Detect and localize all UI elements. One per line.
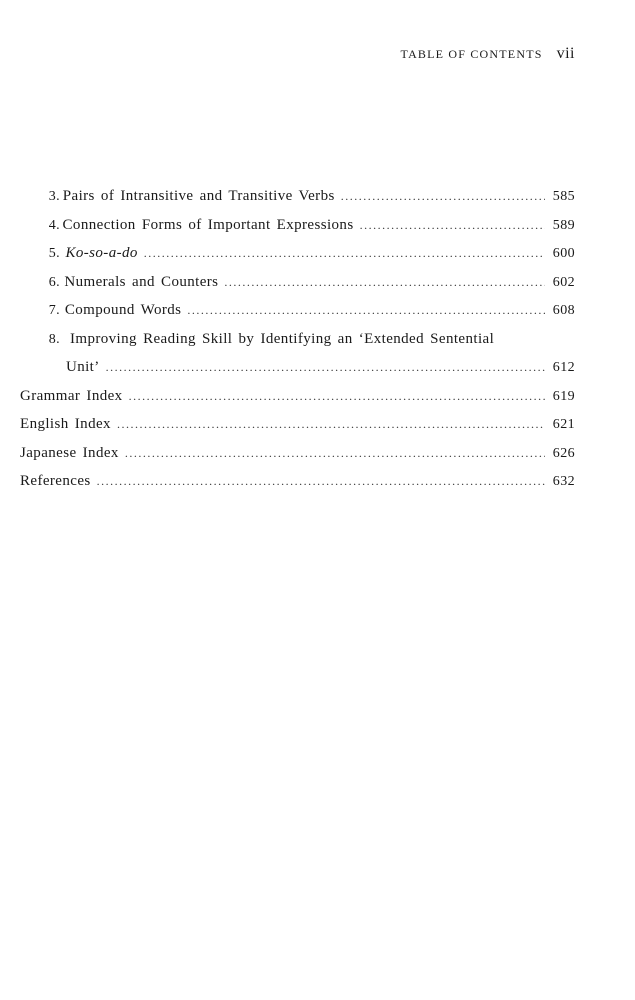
toc-entry-title: Ko-so-a-do bbox=[65, 245, 138, 261]
toc-index-entry bbox=[20, 388, 575, 417]
dot-leader bbox=[97, 474, 545, 489]
dot-leader bbox=[129, 389, 545, 404]
toc-entry bbox=[20, 217, 575, 246]
running-head-page-number: vii bbox=[556, 45, 575, 62]
toc-index-entry bbox=[20, 445, 575, 474]
toc-entry-title: Connection Forms of Important Expressions bbox=[62, 216, 354, 233]
toc-index-title: English Index bbox=[20, 416, 111, 432]
toc-index-entry bbox=[20, 473, 575, 502]
dot-leader bbox=[144, 246, 545, 261]
toc-entry-page: 602 bbox=[552, 274, 575, 290]
toc-entry-number: 5. bbox=[48, 246, 60, 261]
toc-entry bbox=[20, 245, 575, 274]
toc-entry-title: Compound Words bbox=[64, 302, 182, 318]
toc-index-title: Japanese Index bbox=[20, 444, 119, 461]
toc-index-entry bbox=[20, 416, 575, 445]
toc-entry-page: 585 bbox=[552, 189, 575, 204]
toc-index-title: References bbox=[20, 473, 91, 489]
toc-entry-page: 600 bbox=[552, 246, 575, 261]
toc-entry bbox=[20, 331, 575, 360]
toc-entry-title-continuation: Unit’ bbox=[65, 359, 100, 375]
toc-entry-number: 7. bbox=[48, 303, 60, 318]
toc-entry-page: 608 bbox=[552, 303, 575, 318]
table-of-contents bbox=[20, 188, 575, 502]
toc-index-page: 621 bbox=[552, 417, 575, 432]
toc-entry-page: 612 bbox=[552, 360, 575, 375]
toc-entry-title: Pairs of Intransitive and Transitive Verbs bbox=[62, 188, 335, 204]
running-head-title: TABLE OF CONTENTS bbox=[400, 47, 543, 61]
toc-entry-continuation bbox=[20, 359, 575, 388]
toc-entry bbox=[20, 188, 575, 217]
dot-leader bbox=[125, 446, 545, 461]
dot-leader bbox=[106, 360, 545, 375]
dot-leader bbox=[224, 275, 545, 290]
dot-leader bbox=[117, 417, 545, 432]
toc-entry bbox=[20, 302, 575, 331]
running-head bbox=[401, 45, 576, 63]
toc-entry bbox=[20, 274, 575, 303]
toc-index-page: 626 bbox=[552, 445, 575, 461]
toc-entry-number: 3. bbox=[48, 189, 60, 204]
toc-entry-number: 4. bbox=[48, 217, 60, 233]
dot-leader bbox=[360, 218, 545, 233]
dot-leader bbox=[341, 189, 545, 204]
toc-entry-page: 589 bbox=[552, 217, 575, 233]
toc-entry-number: 6. bbox=[48, 274, 60, 290]
toc-entry-title: Improving Reading Skill by Identifying an ‘Extended Sentential bbox=[70, 330, 495, 347]
toc-index-page: 632 bbox=[552, 474, 575, 489]
toc-index-title: Grammar Index bbox=[20, 387, 123, 404]
toc-entry-title: Numerals and Counters bbox=[64, 273, 219, 290]
toc-index-page: 619 bbox=[552, 388, 575, 404]
dot-leader bbox=[187, 303, 545, 318]
toc-entry-number: 8. bbox=[48, 331, 60, 347]
